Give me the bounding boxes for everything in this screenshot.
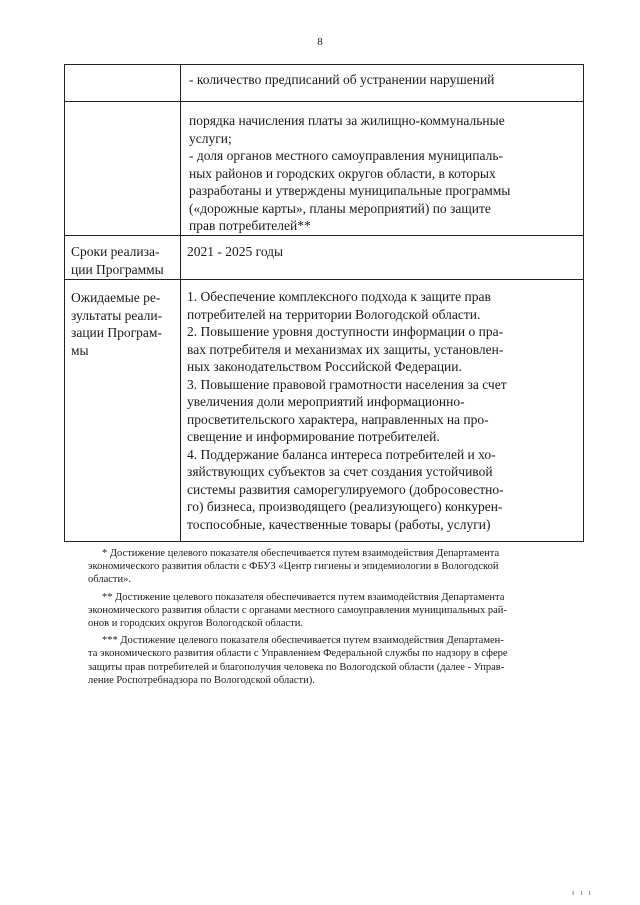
text-line: услуги; bbox=[189, 130, 232, 146]
table-cell-empty bbox=[65, 65, 181, 102]
text-line: *** Достижение целевого показателя обеспечивается путем взаимодействия Департамен- bbox=[102, 635, 504, 647]
scan-mark: ı ı ı bbox=[572, 888, 593, 897]
text-line: ных законодательством Российской Федерации. bbox=[187, 359, 462, 374]
text-line: зультаты реали- bbox=[71, 307, 163, 323]
text-line: защиты прав потребителей и благополучия человека по Вологодской области (далее - Управ- bbox=[88, 661, 505, 673]
indicator-text bbox=[181, 65, 583, 89]
footnote bbox=[88, 634, 600, 687]
page-number: 8 bbox=[317, 36, 323, 48]
text-line: экономического развития области с органами местного самоуправления муниципальных рай- bbox=[88, 604, 507, 616]
text-line: * Достижение целевого показателя обеспечивается путем взаимодействия Департамента bbox=[102, 548, 500, 559]
text-line: вах потребителя и механизмах их защиты, установлен- bbox=[187, 341, 504, 357]
text-line: свещение и информирование потребителей. bbox=[187, 429, 440, 444]
text-line: прав потребителей** bbox=[189, 218, 311, 233]
text-line: разработаны и утверждены муниципальные программы bbox=[189, 183, 511, 198]
table-cell-label bbox=[65, 236, 181, 280]
footnotes bbox=[88, 547, 600, 691]
text-line: экономического развития области с ФБУЗ «Центр гигиены и эпидемиологии в Вологодской bbox=[88, 561, 499, 573]
text-line: («дорожные карты», планы мероприятий) по защите bbox=[189, 200, 491, 216]
table-row bbox=[65, 65, 584, 102]
table-row bbox=[65, 236, 584, 280]
text-line: системы развития саморегулируемого (добросовестно- bbox=[187, 481, 504, 497]
expected-results bbox=[181, 280, 583, 533]
text-line: Сроки реализа- bbox=[71, 244, 160, 259]
text-line: зяйствующих субъектов за счет создания устойчивой bbox=[187, 464, 493, 479]
table-row bbox=[65, 102, 584, 236]
table-cell-empty bbox=[65, 102, 181, 236]
text-line: порядка начисления платы за жилищно-коммунальные bbox=[189, 113, 505, 128]
text-line: тоспособные, качественные товары (работы, услуги) bbox=[187, 516, 491, 532]
text-line: - доля органов местного самоуправления муниципаль- bbox=[189, 148, 503, 163]
text-line: области». bbox=[88, 574, 131, 586]
text-line: просветительского характера, направленных на про- bbox=[187, 411, 489, 427]
text-line: ции Программы bbox=[71, 261, 164, 277]
footnote bbox=[88, 547, 600, 587]
text-line: 4. Поддержание баланса интереса потребителей и хо- bbox=[187, 446, 496, 462]
footnote bbox=[88, 591, 600, 631]
table-cell bbox=[181, 236, 584, 280]
table-cell bbox=[181, 102, 584, 236]
text-line: - количество предписаний об устранении нарушений bbox=[189, 72, 495, 87]
text-line: мы bbox=[71, 342, 89, 358]
passport-table bbox=[64, 64, 584, 542]
text-line: ление Роспотребнадзора по Вологодской области). bbox=[88, 674, 315, 686]
row-label bbox=[65, 236, 180, 278]
text-line: увеличения доли мероприятий информационно- bbox=[187, 394, 465, 409]
text-line: 1. Обеспечение комплексного подхода к защите прав bbox=[187, 289, 491, 304]
table-cell bbox=[181, 280, 584, 542]
text-line: ных районов и городских округов области, в которых bbox=[189, 165, 496, 181]
text-line: Ожидаемые ре- bbox=[71, 290, 161, 305]
text-line: 3. Повышение правовой грамотности населения за счет bbox=[187, 376, 507, 392]
text-line: го) бизнеса, производящего (реализующего) конкурен- bbox=[187, 499, 503, 514]
program-period bbox=[181, 236, 583, 261]
text-line: потребителей на территории Вологодской области. bbox=[187, 306, 481, 322]
table-row bbox=[65, 280, 584, 542]
table-cell bbox=[181, 65, 584, 102]
text-line: ** Достижение целевого показателя обеспечивается путем взаимодействия Департамента bbox=[102, 591, 505, 603]
text-line: 2021 - 2025 годы bbox=[187, 244, 284, 259]
text-line: 2. Повышение уровня доступности информации о пра- bbox=[187, 324, 504, 339]
text-line: зации Програм- bbox=[71, 325, 162, 340]
text-line: онов и городских округов Вологодской области. bbox=[88, 618, 304, 630]
text-line: та экономического развития области с Управлением Федеральной службы по надзору в сфере bbox=[88, 648, 508, 660]
indicator-text bbox=[181, 102, 583, 235]
row-label bbox=[65, 280, 180, 359]
table-cell-label bbox=[65, 280, 181, 542]
